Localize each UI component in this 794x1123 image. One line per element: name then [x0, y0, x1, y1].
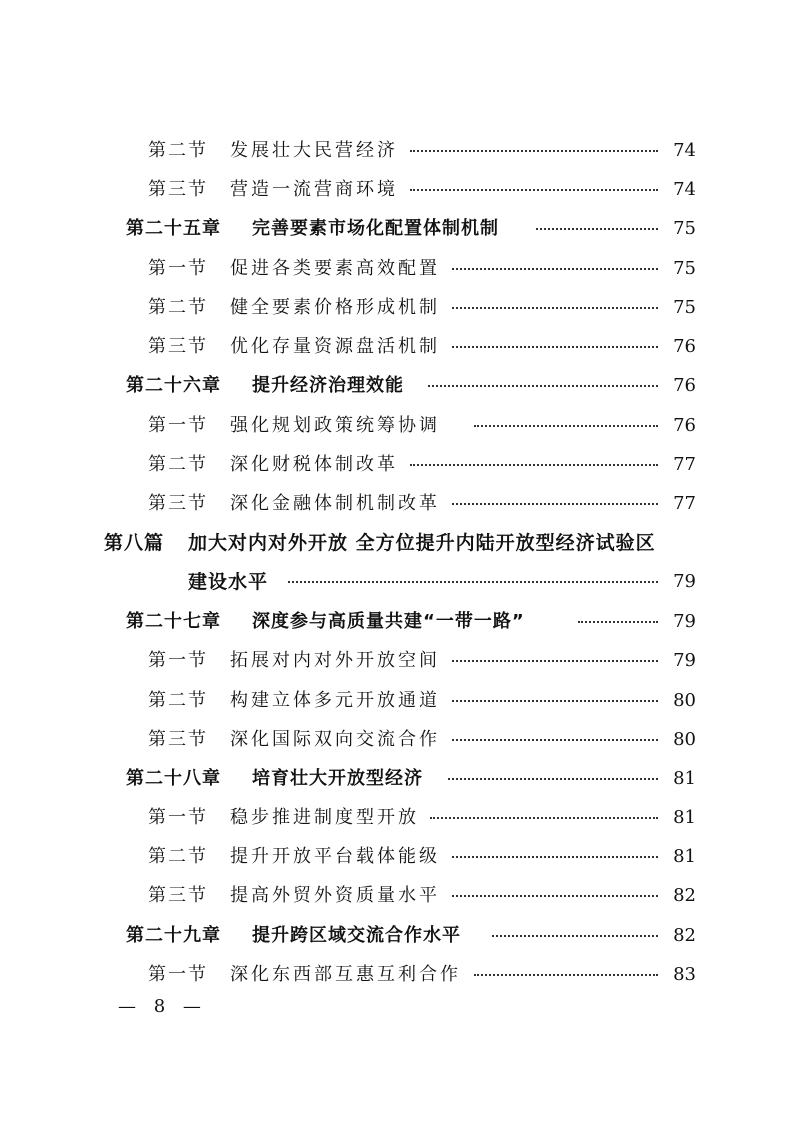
toc-section-title: 强化规划政策统筹协调 [230, 415, 440, 436]
dot-leader [452, 739, 658, 741]
toc-section-title: 优化存量资源盘活机制 [230, 336, 440, 357]
toc-page-number: 79 [673, 611, 696, 632]
toc-chapter-label: 第二十六章 [126, 375, 221, 396]
dot-leader [474, 425, 658, 427]
toc-part-title-continued: 建设水平 [188, 571, 269, 593]
toc-section-label: 第一节 [148, 650, 208, 671]
dot-leader [430, 817, 658, 819]
toc-page-number: 83 [673, 964, 696, 985]
toc-section-title: 促进各类要素高效配置 [230, 258, 440, 279]
toc-page-number: 76 [673, 415, 696, 436]
dot-leader [452, 700, 658, 702]
toc-section-title: 提高外贸外资质量水平 [230, 885, 440, 906]
toc-section-label: 第二节 [148, 846, 208, 867]
toc-chapter-title: 提升跨区域交流合作水平 [252, 925, 461, 946]
toc-chapter-title: 完善要素市场化配置体制机制 [252, 218, 499, 239]
toc-chapter-title: 培育壮大开放型经济 [252, 768, 423, 789]
toc-page-number: 77 [673, 493, 696, 514]
dot-leader [452, 660, 658, 662]
toc-page-number: 81 [673, 846, 696, 867]
dot-leader [452, 856, 658, 858]
toc-section-label: 第二节 [148, 297, 208, 318]
dot-leader [410, 464, 658, 466]
toc-section-title: 深化国际双向交流合作 [230, 729, 440, 750]
toc-part-title: 加大对内对外开放 全方位提升内陆开放型经济试验区 [188, 532, 656, 554]
toc-section-title: 健全要素价格形成机制 [230, 297, 440, 318]
toc-section-label: 第一节 [148, 807, 208, 828]
toc-section-label: 第二节 [148, 690, 208, 711]
toc-section-title: 拓展对内对外开放空间 [230, 650, 440, 671]
dot-leader [536, 228, 658, 230]
toc-page-number: 74 [673, 140, 696, 161]
toc-page-number: 82 [673, 925, 696, 946]
dot-leader [410, 150, 658, 152]
toc-page-number: 82 [673, 885, 696, 906]
toc-chapter-label: 第二十八章 [126, 768, 221, 789]
toc-section-title: 发展壮大民营经济 [230, 140, 398, 161]
toc-section-label: 第三节 [148, 493, 208, 514]
toc-chapter-label: 第二十五章 [126, 218, 221, 239]
toc-section-title: 深化东西部互惠互利合作 [230, 964, 461, 985]
dot-leader [452, 268, 658, 270]
dot-leader [492, 935, 658, 937]
dot-leader [410, 189, 658, 191]
toc-page-number: 81 [673, 768, 696, 789]
toc-page-number: 75 [673, 218, 696, 239]
dot-leader [288, 581, 658, 583]
toc-section-title: 稳步推进制度型开放 [230, 807, 419, 828]
toc-page-number: 80 [673, 690, 696, 711]
toc-section-label: 第二节 [148, 454, 208, 475]
toc-section-title: 提升开放平台载体能级 [230, 846, 440, 867]
dot-leader [474, 974, 658, 976]
toc-page-number: 74 [673, 179, 696, 200]
dot-leader [448, 778, 658, 780]
toc-section-title: 营造一流营商环境 [230, 179, 398, 200]
toc-section-label: 第一节 [148, 964, 208, 985]
toc-section-title: 深化财税体制改革 [230, 454, 398, 475]
toc-section-label: 第三节 [148, 336, 208, 357]
toc-page-number: 79 [673, 650, 696, 671]
toc-section-title: 构建立体多元开放通道 [230, 690, 440, 711]
page-footer-number: — 8 — [118, 996, 207, 1017]
dot-leader [428, 385, 658, 387]
toc-page-number: 75 [673, 297, 696, 318]
toc-page-number: 75 [673, 258, 696, 279]
toc-part-label: 第八篇 [104, 532, 165, 554]
toc-section-label: 第一节 [148, 415, 208, 436]
toc-chapter-label: 第二十七章 [126, 611, 221, 632]
toc-page-number: 81 [673, 807, 696, 828]
dot-leader [452, 346, 658, 348]
toc-page-number: 76 [673, 375, 696, 396]
toc-page-number: 77 [673, 454, 696, 475]
dot-leader [452, 503, 658, 505]
dot-leader [452, 895, 658, 897]
dot-leader [452, 307, 658, 309]
toc-chapter-title: 深度参与高质量共建“一带一路” [252, 611, 525, 632]
toc-page-number: 80 [673, 729, 696, 750]
toc-section-label: 第三节 [148, 179, 208, 200]
toc-section-label: 第一节 [148, 258, 208, 279]
toc-chapter-title: 提升经济治理效能 [252, 375, 404, 396]
toc-page-number: 76 [673, 336, 696, 357]
toc-chapter-label: 第二十九章 [126, 925, 221, 946]
toc-section-label: 第二节 [148, 140, 208, 161]
dot-leader [578, 621, 658, 623]
toc-section-label: 第三节 [148, 885, 208, 906]
toc-section-label: 第三节 [148, 729, 208, 750]
toc-section-title: 深化金融体制机制改革 [230, 493, 440, 514]
toc-page-number: 79 [673, 571, 696, 592]
